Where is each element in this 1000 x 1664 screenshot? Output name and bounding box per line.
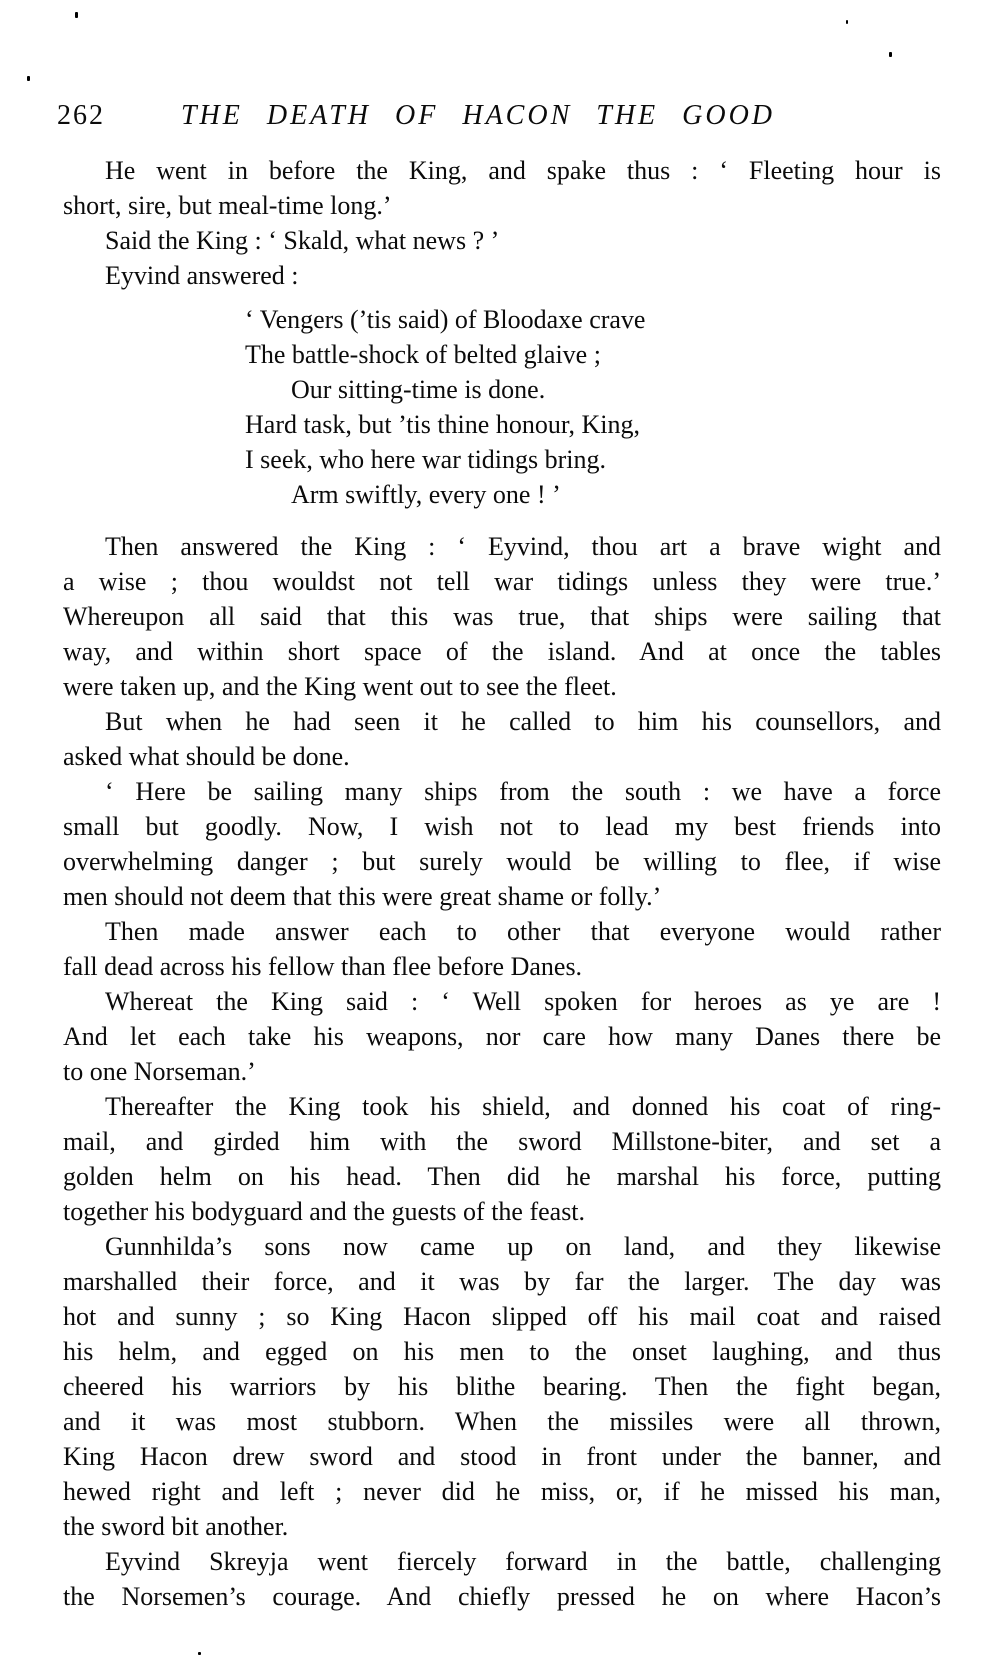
page-body [0, 136, 1000, 1614]
text-line: were taken up, and the King went out to see the fleet. [63, 672, 617, 701]
text-line: Then made answer each to other that everyone would rather [105, 917, 941, 946]
text-line: the Norsemen’s courage. And chiefly pressed he on where Hacon’s [63, 1582, 941, 1611]
paragraph [63, 1229, 941, 1544]
text-line: Then answered the King : ‘ Eyvind, thou art a brave wight and [105, 532, 941, 561]
text-line: King Hacon drew sword and stood in front under the banner, and [63, 1442, 941, 1471]
scan-speck [75, 12, 78, 18]
text-line: Said the King : ‘ Skald, what news ? ’ [105, 226, 500, 255]
text-line: his helm, and egged on his men to the onset laughing, and thus [63, 1337, 941, 1366]
paragraph [63, 223, 941, 258]
text-line: And let each take his weapons, nor care how many Danes there be [63, 1022, 941, 1051]
text-line: marshalled their force, and it was by far the larger. The day was [63, 1267, 941, 1296]
running-title: THE DEATH OF HACON THE GOOD [180, 100, 776, 131]
scan-speck [27, 76, 30, 81]
text-line: Whereupon all said that this was true, that ships were sailing that [63, 602, 941, 631]
text-line: to one Norseman.’ [63, 1057, 256, 1086]
paragraph [63, 914, 941, 984]
text-line: the sword bit another. [63, 1512, 289, 1541]
text-line: Thereafter the King took his shield, and donned his coat of ring- [105, 1092, 941, 1121]
scan-speck [846, 20, 848, 24]
text-line: asked what should be done. [63, 742, 350, 771]
text-line: hewed right and left ; never did he miss, or, if he missed his man, [63, 1477, 941, 1506]
text-line: ‘ Vengers (’tis said) of Bloodaxe crave [245, 305, 646, 334]
text-line: But when he had seen it he called to him his counsellors, and [105, 707, 941, 736]
page-number: 262 [57, 100, 105, 131]
text-line: hot and sunny ; so King Hacon slipped off his mail coat and raised [63, 1302, 941, 1331]
paragraph [63, 258, 941, 293]
text-line: I seek, who here war tidings bring. [245, 445, 607, 474]
text-line: a wise ; thou wouldst not tell war tidings unless they were true.’ [63, 567, 941, 596]
text-line: fall dead across his fellow than flee before Danes. [63, 952, 583, 981]
text-line: Eyvind answered : [105, 261, 299, 290]
text-line: golden helm on his head. Then did he marshal his force, putting [63, 1162, 941, 1191]
text-line: Our sitting-time is done. [291, 375, 546, 404]
text-line: overwhelming danger ; but surely would be willing to flee, if wise [63, 847, 941, 876]
paragraph [63, 704, 941, 774]
text-line: short, sire, but meal-time long.’ [63, 191, 392, 220]
text-line: Whereat the King said : ‘ Well spoken for heroes as ye are ! [105, 987, 941, 1016]
text-line: small but goodly. Now, I wish not to lead my best friends into [63, 812, 941, 841]
text-line: Eyvind Skreyja went fiercely forward in the battle, challenging [105, 1547, 941, 1576]
paragraph [63, 153, 941, 223]
text-line: The battle-shock of belted glaive ; [245, 340, 601, 369]
text-line: He went in before the King, and spake thus : ‘ Fleeting hour is [105, 156, 941, 185]
text-line: way, and within short space of the island. And at once the tables [63, 637, 941, 666]
scan-speck [889, 52, 892, 57]
paragraph [63, 1544, 941, 1614]
paragraph [63, 774, 941, 914]
verse-block [245, 302, 941, 512]
text-line: Gunnhilda’s sons now came up on land, and they likewise [105, 1232, 941, 1261]
paragraph [63, 984, 941, 1089]
paragraph [63, 529, 941, 704]
text-line: and it was most stubborn. When the missiles were all thrown, [63, 1407, 941, 1436]
text-line: Arm swiftly, every one ! ’ [291, 480, 561, 509]
scan-speck [198, 1652, 201, 1655]
paragraph [63, 1089, 941, 1229]
text-line: cheered his warriors by his blithe bearing. Then the fight began, [63, 1372, 941, 1401]
text-line: mail, and girded him with the sword Millstone-biter, and set a [63, 1127, 941, 1156]
text-line: men should not deem that this were great shame or folly.’ [63, 882, 662, 911]
text-line: Hard task, but ’tis thine honour, King, [245, 410, 640, 439]
page-header [0, 0, 1000, 136]
text-line: ‘ Here be sailing many ships from the south : we have a force [105, 777, 941, 806]
text-line: together his bodyguard and the guests of the feast. [63, 1197, 586, 1226]
